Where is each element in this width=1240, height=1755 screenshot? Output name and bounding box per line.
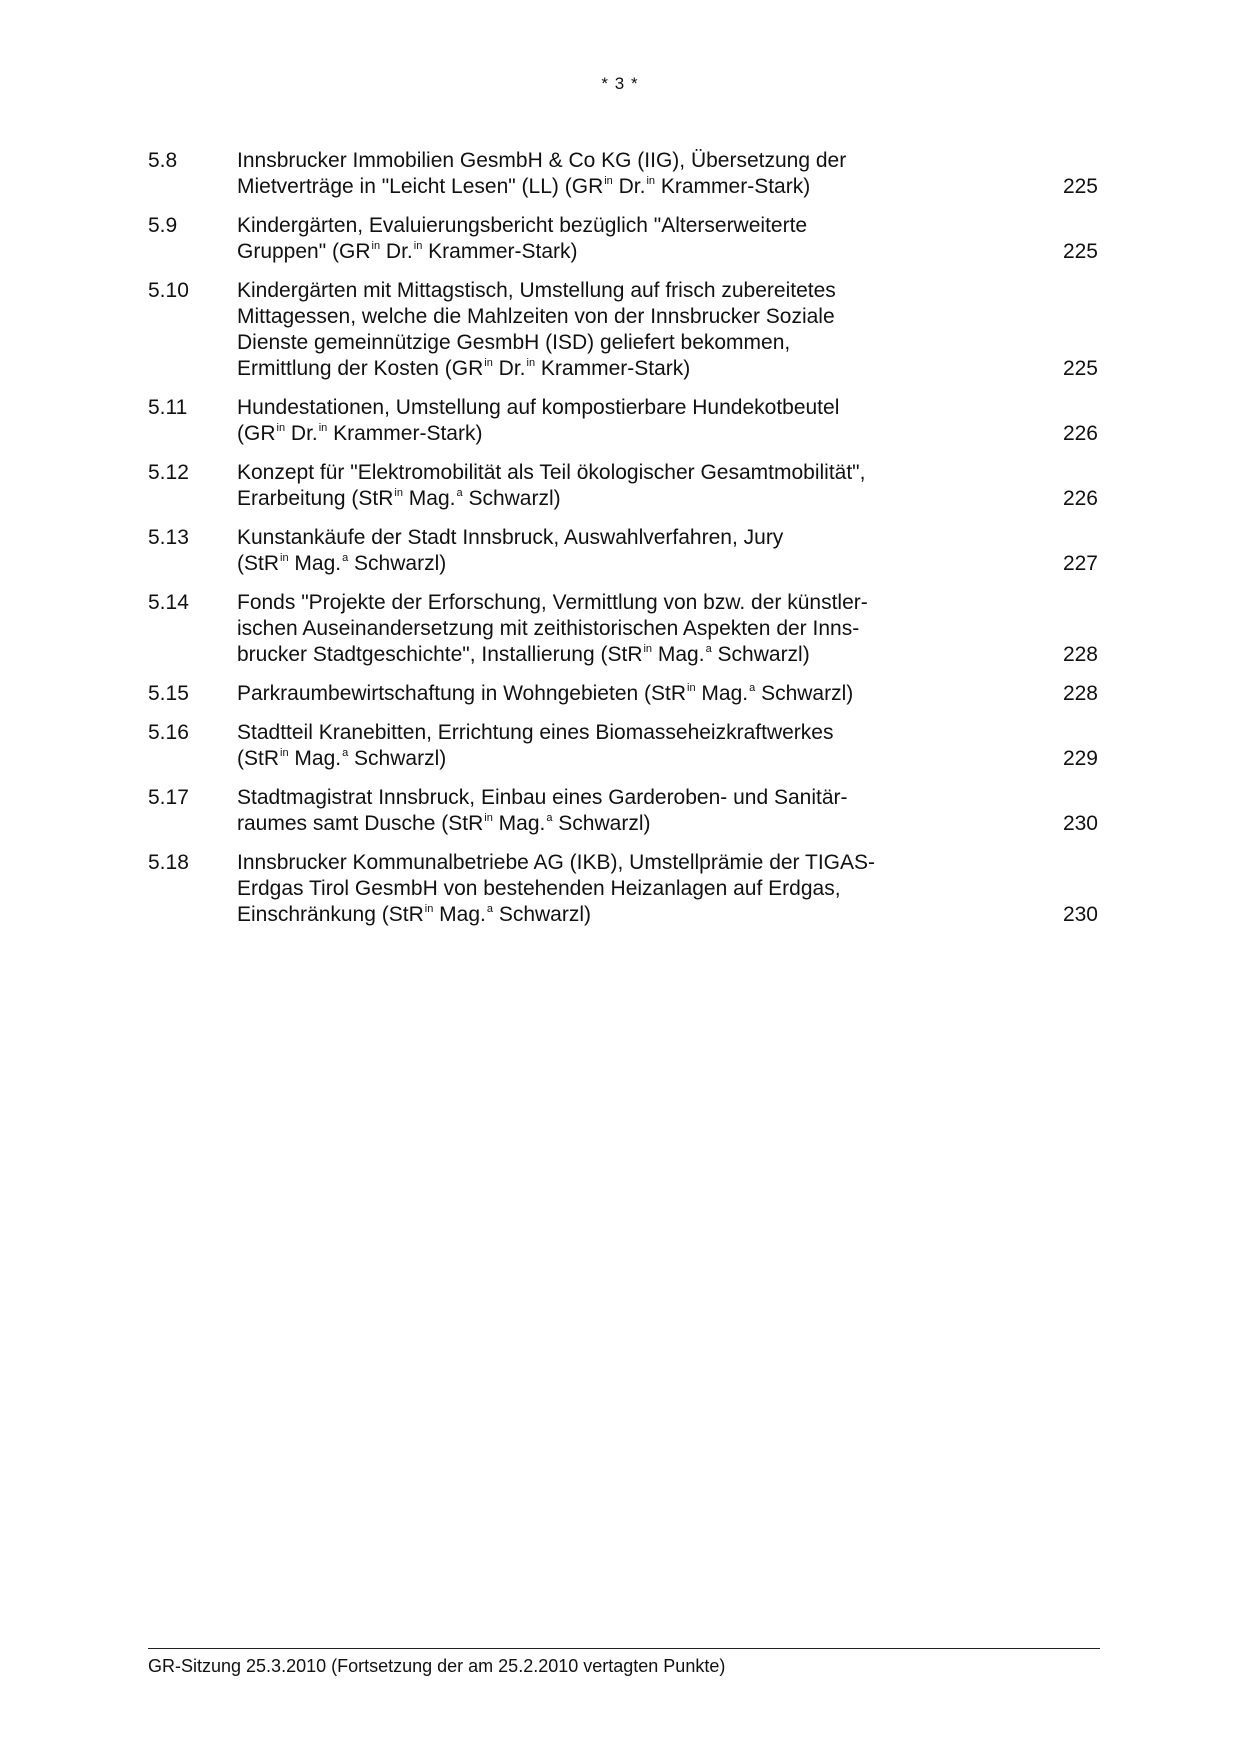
superscript: a <box>486 903 493 915</box>
text-segment: Mag. <box>492 812 546 835</box>
superscript: in <box>526 357 536 369</box>
toc-entry-page: 227 <box>1062 552 1098 575</box>
text-segment: Mag. <box>652 643 705 666</box>
text-segment: Dr. <box>285 422 318 445</box>
text-segment: (StR <box>237 552 279 575</box>
text-segment: ischen Auseinandersetzung mit zeithistorischen Aspekten der Inns- <box>237 617 860 640</box>
text-segment: Kunstankäufe der Stadt Innsbruck, Auswahlverfahren, Jury <box>237 526 784 549</box>
footer-divider <box>148 1648 1100 1649</box>
text-segment: Schwarzl) <box>755 682 854 705</box>
toc-entry-number: 5.9 <box>148 214 178 237</box>
toc-entry-number: 5.14 <box>148 591 189 614</box>
superscript: in <box>280 747 289 759</box>
text-segment: Innsbrucker Kommunalbetriebe AG (IKB), Umstellprämie der TIGAS- <box>237 851 876 874</box>
toc-entry-number: 5.18 <box>148 851 189 874</box>
toc-entry-page: 228 <box>1062 643 1098 666</box>
toc-entry-title-line <box>237 278 1018 304</box>
toc-entry-number: 5.12 <box>148 461 189 484</box>
text-segment: Schwarzl) <box>348 552 447 575</box>
text-segment: Kindergärten, Evaluierungsbericht bezüglich "Alterserweiterte <box>237 214 808 237</box>
toc-entry <box>148 681 1098 707</box>
toc-entry-title-line <box>237 902 1018 928</box>
text-segment: Dr. <box>612 175 646 198</box>
toc-entry-number: 5.17 <box>148 786 189 809</box>
toc-entry-number: 5.13 <box>148 526 189 549</box>
toc-entry-page: 230 <box>1062 812 1098 835</box>
text-segment: Einschränkung (StR <box>237 903 424 926</box>
text-segment: Mag. <box>433 903 486 926</box>
text-segment: raumes samt Dusche (StR <box>237 812 484 835</box>
text-segment: Schwarzl) <box>492 903 592 926</box>
toc-entry-page: 225 <box>1062 357 1098 380</box>
toc-entry-title <box>237 681 1018 707</box>
toc-entry-title-line <box>237 590 1018 616</box>
superscript: in <box>318 422 328 434</box>
superscript: a <box>456 487 463 499</box>
toc-entry <box>148 278 1098 382</box>
text-segment: (StR <box>237 747 279 770</box>
superscript: in <box>280 552 289 564</box>
text-segment: (GR <box>237 422 276 445</box>
superscript: a <box>749 682 756 694</box>
text-segment: Krammer-Stark) <box>655 175 811 198</box>
toc-entry-title <box>237 460 1018 512</box>
text-segment: Schwarzl) <box>552 812 651 835</box>
table-of-contents <box>148 148 1098 941</box>
superscript: in <box>424 903 434 915</box>
superscript: in <box>604 175 613 187</box>
text-segment: Dr. <box>492 357 526 380</box>
toc-entry-title-line <box>237 746 1018 772</box>
toc-entry-title-line <box>237 460 1018 486</box>
toc-entry-title-line <box>237 486 1018 512</box>
toc-entry-number: 5.16 <box>148 721 189 744</box>
text-segment: Schwarzl) <box>348 747 447 770</box>
text-segment: Stadtteil Kranebitten, Errichtung eines Biomasseheizkraftwerkes <box>237 721 834 744</box>
superscript: a <box>705 643 712 655</box>
toc-entry-title <box>237 850 1018 928</box>
toc-entry-title-line <box>237 850 1018 876</box>
toc-entry-title-line <box>237 681 1018 707</box>
text-segment: Innsbrucker Immobilien GesmbH & Co KG (IIG), Übersetzung der <box>237 149 847 172</box>
text-segment: Erdgas Tirol GesmbH von bestehenden Heizanlagen auf Erdgas, <box>237 877 841 900</box>
toc-entry-page: 228 <box>1062 682 1098 705</box>
toc-entry-title-line <box>237 811 1018 837</box>
toc-entry-page: 230 <box>1062 903 1098 926</box>
toc-entry-title-line <box>237 395 1018 421</box>
text-segment: Erarbeitung (StR <box>237 487 394 510</box>
text-segment: Hundestationen, Umstellung auf kompostierbare Hundekotbeutel <box>237 396 840 419</box>
superscript: in <box>484 357 493 369</box>
toc-entry-title <box>237 720 1018 772</box>
toc-entry-title-line <box>237 174 1018 200</box>
toc-entry <box>148 850 1098 928</box>
toc-entry-title <box>237 785 1018 837</box>
text-segment: Kindergärten mit Mittagstisch, Umstellung auf frisch zubereitetes <box>237 279 836 302</box>
toc-entry-page: 225 <box>1062 175 1098 198</box>
text-segment: Gruppen" (GR <box>237 240 371 263</box>
toc-entry-title-line <box>237 239 1018 265</box>
superscript: in <box>643 643 653 655</box>
text-segment: Mag. <box>288 552 342 575</box>
superscript: a <box>546 812 553 824</box>
text-segment: Mietverträge in "Leicht Lesen" (LL) (GR <box>237 175 604 198</box>
text-segment: Fonds "Projekte der Erforschung, Vermittlung von bzw. der künstler- <box>237 591 868 614</box>
text-segment: Mag. <box>695 682 749 705</box>
toc-entry-number: 5.10 <box>148 279 189 302</box>
superscript: a <box>342 552 349 564</box>
toc-entry-title-line <box>237 148 1018 174</box>
superscript: in <box>394 487 403 499</box>
toc-entry-number: 5.11 <box>148 396 188 419</box>
text-segment: Mag. <box>402 487 456 510</box>
toc-entry <box>148 590 1098 668</box>
superscript: in <box>276 422 286 434</box>
toc-entry-title-line <box>237 876 1018 902</box>
toc-entry-title <box>237 525 1018 577</box>
toc-entry-title-line <box>237 330 1018 356</box>
toc-entry-title-line <box>237 356 1018 382</box>
toc-entry-title-line <box>237 304 1018 330</box>
toc-entry-title-line <box>237 213 1018 239</box>
toc-entry-title <box>237 395 1018 447</box>
toc-entry <box>148 148 1098 200</box>
toc-entry-page: 226 <box>1062 487 1098 510</box>
footer-text: GR-Sitzung 25.3.2010 (Fortsetzung der am 25.2.2010 vertagten Punkte) <box>148 1656 726 1676</box>
toc-entry <box>148 460 1098 512</box>
toc-entry <box>148 395 1098 447</box>
superscript: in <box>413 240 423 252</box>
toc-entry-title-line <box>237 525 1018 551</box>
toc-entry-page: 225 <box>1062 240 1098 263</box>
text-segment: brucker Stadtgeschichte", Installierung (StR <box>237 643 643 666</box>
text-segment: Dienste gemeinnützige GesmbH (ISD) geliefert bekommen, <box>237 331 791 354</box>
toc-entry-title-line <box>237 551 1018 577</box>
toc-entry-page: 226 <box>1062 422 1098 445</box>
toc-entry-title-line <box>237 616 1018 642</box>
text-segment: Schwarzl) <box>462 487 561 510</box>
text-segment: Stadtmagistrat Innsbruck, Einbau eines Garderoben- und Sanitär- <box>237 786 848 809</box>
text-segment: Mag. <box>288 747 342 770</box>
text-segment: Krammer-Stark) <box>327 422 483 445</box>
superscript: in <box>484 812 493 824</box>
text-segment: Parkraumbewirtschaftung in Wohngebieten (StR <box>237 682 687 705</box>
toc-entry-title <box>237 148 1018 200</box>
text-segment: Mittagessen, welche die Mahlzeiten von der Innsbrucker Soziale <box>237 305 835 328</box>
text-segment: Krammer-Stark) <box>422 240 578 263</box>
text-segment: Konzept für "Elektromobilität als Teil ökologischer Gesamtmobilität", <box>237 461 866 484</box>
toc-entry-title-line <box>237 720 1018 746</box>
superscript: in <box>371 240 381 252</box>
superscript: in <box>687 682 696 694</box>
toc-entry <box>148 525 1098 577</box>
toc-entry-title-line <box>237 421 1018 447</box>
toc-entry-title <box>237 213 1018 265</box>
text-segment: Krammer-Stark) <box>535 357 691 380</box>
toc-entry-title <box>237 278 1018 382</box>
toc-entry <box>148 720 1098 772</box>
text-segment: Schwarzl) <box>711 643 810 666</box>
toc-entry-number: 5.8 <box>148 149 178 172</box>
superscript: a <box>342 747 349 759</box>
toc-entry-title-line <box>237 642 1018 668</box>
superscript: in <box>646 175 656 187</box>
page-number: * 3 * <box>601 74 639 93</box>
toc-entry <box>148 213 1098 265</box>
toc-entry-title <box>237 590 1018 668</box>
toc-entry-title-line <box>237 785 1018 811</box>
text-segment: Dr. <box>380 240 413 263</box>
toc-entry-page: 229 <box>1062 747 1098 770</box>
toc-entry-number: 5.15 <box>148 682 189 705</box>
text-segment: Ermittlung der Kosten (GR <box>237 357 484 380</box>
toc-entry <box>148 785 1098 837</box>
